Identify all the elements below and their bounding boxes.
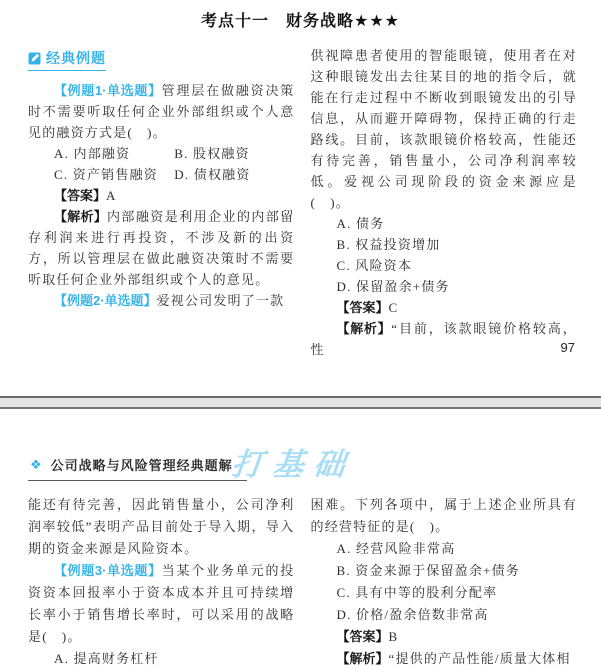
edit-icon xyxy=(28,51,42,65)
two-column-layout xyxy=(0,45,601,360)
question-1-analysis: 【解析】内部融资是利用企业的内部留存利润来进行再投资，不涉及新的出资方，所以管理层在做此融资决策时不需要听取任何企业外部组织或个人的意见。 xyxy=(28,209,295,287)
watermark: 打基础 xyxy=(229,447,357,482)
diamond-icon: ❖ xyxy=(30,457,43,472)
option-d: D. 价格/盈余倍数非常高 xyxy=(336,607,489,622)
section-heading-label: 经典例题 xyxy=(46,50,106,66)
option-d: D. 保留盈余+债务 xyxy=(336,279,450,294)
option-a: A. 债务 xyxy=(336,216,385,231)
question-3-label: 【例题3·单选题】 xyxy=(54,563,162,578)
analysis-label: 【解析】 xyxy=(336,321,392,336)
question-2-stem-continued: 供视障患者使用的智能眼镜，使用者在对这种眼镜发出去往某目的地的指令后，就能在行走过程中不断收到眼镜发出的引导信息，从而避开障碍物，保持正确的行走路线。目前，该款眼镜价格较高，性能还有待完善，销售量小，公司净利润率较低。爱视公司现阶段的资金来源应是( )。 xyxy=(310,48,577,210)
question-1-options-row-1 xyxy=(28,143,295,164)
question-4-answer: 【答案】B xyxy=(336,629,399,644)
question-2-stem-start: 【例题2·单选题】爱视公司发明了一款 xyxy=(54,293,285,308)
two-column-layout xyxy=(0,494,601,670)
section-heading-classic-examples xyxy=(28,48,106,71)
option-b: B. 资金来源于保留盈余+债务 xyxy=(336,563,521,578)
option-d: D. 债权融资 xyxy=(174,167,251,182)
question-1-label: 【例题1·单选题】 xyxy=(54,83,162,98)
question-2-analysis-start: 【解析】“目前，该款眼镜价格较高，性 xyxy=(310,321,577,357)
question-1-options-row-2 xyxy=(28,164,295,185)
question-2-label: 【例题2·单选题】 xyxy=(54,293,157,308)
page-bottom xyxy=(0,409,601,666)
option-c: C. 具有中等的股利分配率 xyxy=(336,585,498,600)
column-right xyxy=(311,494,578,670)
question-1-answer: 【答案】A xyxy=(54,188,117,203)
option-a: A. 内部融资 xyxy=(54,146,131,161)
option-a: A. 提高财务杠杆 xyxy=(54,651,159,666)
column-right xyxy=(311,45,578,360)
option-b: B. 股权融资 xyxy=(174,146,250,161)
option-a: A. 经营风险非常高 xyxy=(336,541,456,556)
analysis-label: 【解析】 xyxy=(336,651,389,666)
question-4-analysis-start: 【解析】“提供的产品性能/质量大体相 xyxy=(336,651,571,666)
option-c: C. 风险资本 xyxy=(336,258,413,273)
question-4-stem-continued: 困难。下列各项中，属于上述企业所具有的经营特征的是( )。 xyxy=(310,497,577,534)
page-title: 考点十一 财务战略★★★ xyxy=(200,13,401,30)
answer-label: 【答案】 xyxy=(54,188,107,203)
chapter-header-label: 公司战略与风险管理经典题解 xyxy=(50,458,233,473)
page-separator xyxy=(0,396,601,409)
analysis-label: 【解析】 xyxy=(54,209,107,224)
answer-label: 【答案】 xyxy=(336,629,389,644)
chapter-header xyxy=(28,455,247,481)
page-number: 97 xyxy=(560,340,575,355)
question-1-stem: 【例题1·单选题】管理层在做融资决策时不需要听取任何企业外部组织或个人意见的融资方式是( )。 xyxy=(28,83,295,140)
column-left xyxy=(28,45,295,360)
question-3-stem: 【例题3·单选题】当某个业务单元的投资资本回报率小于资本成本并且可持续增长率小于销售增长率时，可以采用的战略是( )。 xyxy=(28,563,295,644)
option-c: C. 资产销售融资 xyxy=(54,167,158,182)
answer-label: 【答案】 xyxy=(336,300,389,315)
question-2-answer: 【答案】C xyxy=(336,300,399,315)
question-2-analysis-continued: 能还有待完善，因此销售量小，公司净利润率较低”表明产品目前处于导入期，导入期的资金来源是风险资本。 xyxy=(28,497,295,556)
column-left xyxy=(28,494,295,670)
option-b: B. 权益投资增加 xyxy=(336,237,441,252)
